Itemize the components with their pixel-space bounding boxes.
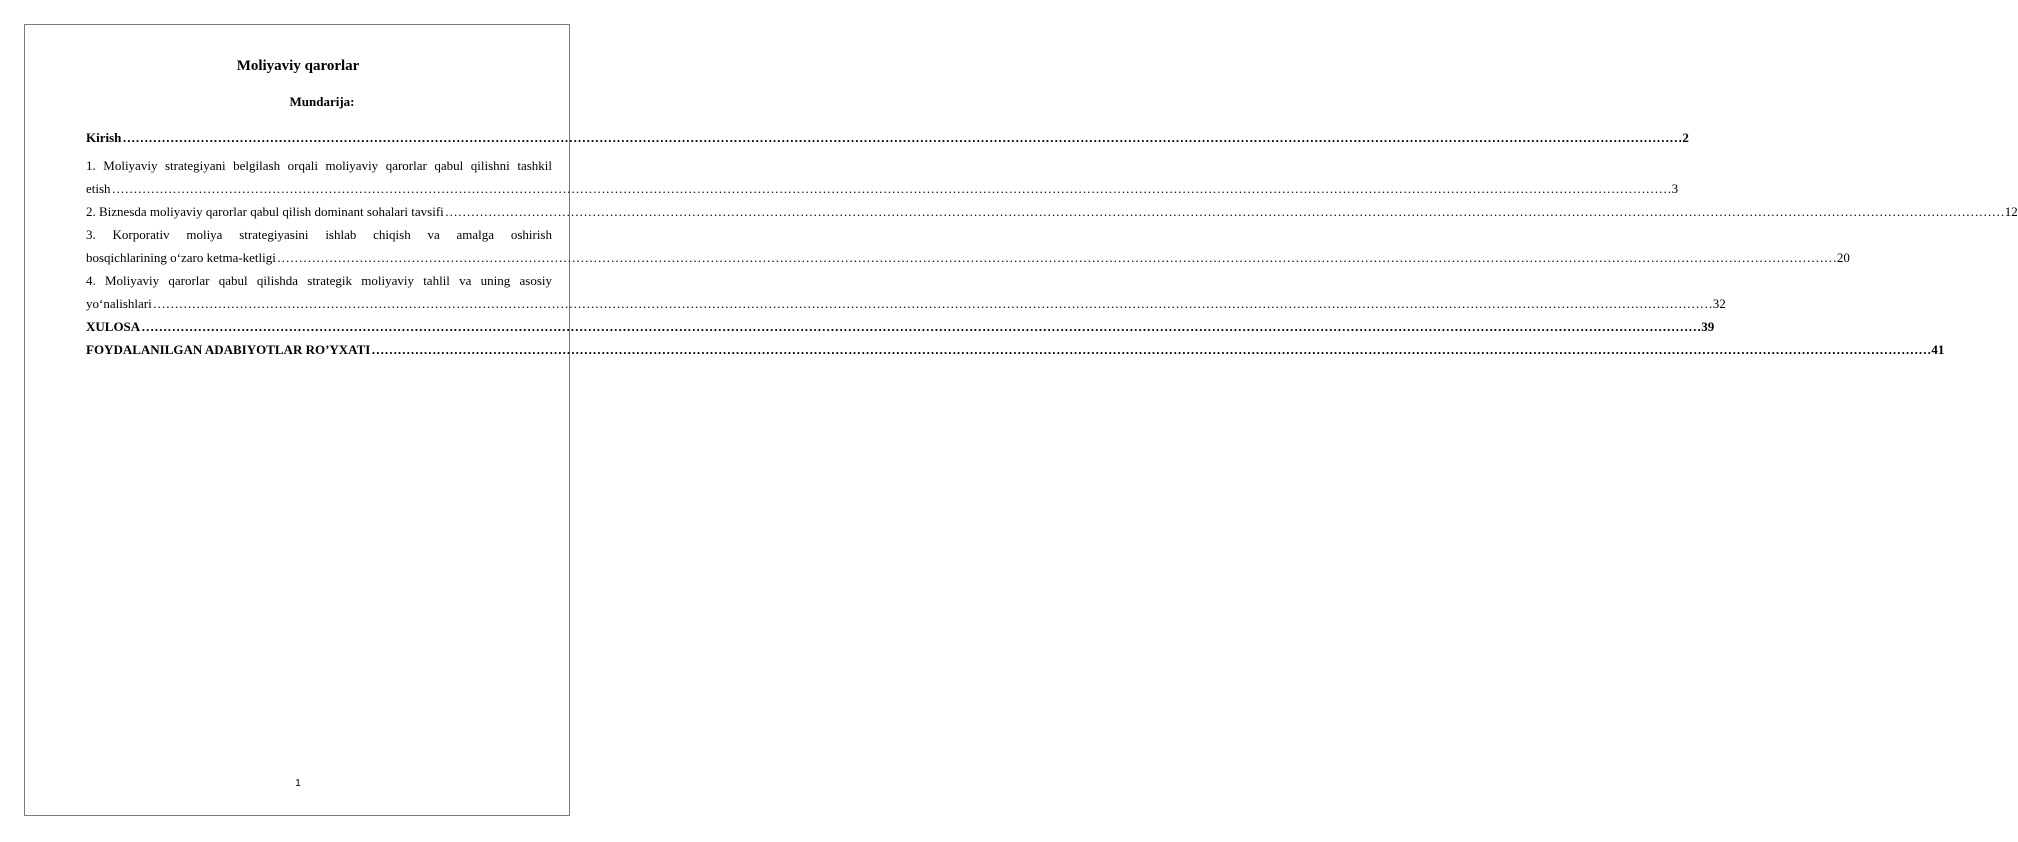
dot-leader: ……………………………………………………………………………………………………………………………………………………………………………………………………………………………………………………………………………………………………………………………… [111,181,1672,196]
toc-page-number: 39 [1701,319,1715,334]
toc-entry-2[interactable] [86,200,2018,223]
toc-page-number: 20 [1836,250,1850,265]
toc-entry-label: XULOSA [86,319,141,334]
toc-entry-conclusion[interactable] [86,315,1715,338]
toc-heading: Mundarija: [289,94,355,109]
toc-entry-label: Kirish [86,130,122,145]
toc-entry-label: bosqichlarining o‘zaro ketma-ketligi [86,250,276,265]
toc-entry-label: yo‘nalishlari [86,296,152,311]
toc-entry-label: etish [86,181,111,196]
toc-page-number: 12 [2004,204,2018,219]
dot-leader: ……………………………………………………………………………………………………………………………………………………………………………………………………………………………………………………………………………………………………………………………… [444,204,2005,219]
dot-leader: ……………………………………………………………………………………………………………………………………………………………………………………………………………………………………………………………………………………………………………………………… [152,296,1713,311]
table-of-contents [86,126,2018,361]
dot-leader: ……………………………………………………………………………………………………………………………………………………………………………………………………………………………………………………………………………………………………………………………… [122,130,1683,145]
toc-entry-intro[interactable] [86,126,1689,149]
dot-leader: ……………………………………………………………………………………………………………………………………………………………………………………………………………………………………………………………………………………………………………………………… [371,342,1932,357]
toc-entry-4-line[interactable]: 4. Moliyaviy qarorlar qabul qilishda strategik moliyaviy tahlil va uning asosiy [86,273,552,288]
toc-entry-references[interactable] [86,338,1945,361]
dot-leader: ……………………………………………………………………………………………………………………………………………………………………………………………………………………………………………………………………………………………………………………………… [141,319,1702,334]
document-title: Moliyaviy qarorlar [236,58,360,74]
toc-entry-1-line[interactable]: 1. Moliyaviy strategiyani belgilash orqali moliyaviy qarorlar qabul qilishni tashkil [86,158,552,173]
toc-page-number: 32 [1712,296,1726,311]
toc-entry-3[interactable] [86,246,1850,269]
dot-leader: ……………………………………………………………………………………………………………………………………………………………………………………………………………………………………………………………………………………………………………………………… [276,250,1837,265]
toc-page-number: 2 [1682,130,1689,145]
toc-entry-label: FOYDALANILGAN ADABIYOTLAR RO’YXATI [86,342,371,357]
toc-entry-4[interactable] [86,292,1726,315]
toc-page-number: 3 [1671,181,1679,196]
toc-page-number: 41 [1931,342,1945,357]
toc-entry-label: 2. Biznesda moliyaviy qarorlar qabul qilish dominant sohalari tavsifi [86,204,444,219]
page-number: 1 [295,778,301,789]
toc-entry-1[interactable] [86,177,1679,200]
toc-entry-3-line[interactable]: 3. Korporativ moliya strategiyasini ishlab chiqish va amalga oshirish [86,227,552,242]
